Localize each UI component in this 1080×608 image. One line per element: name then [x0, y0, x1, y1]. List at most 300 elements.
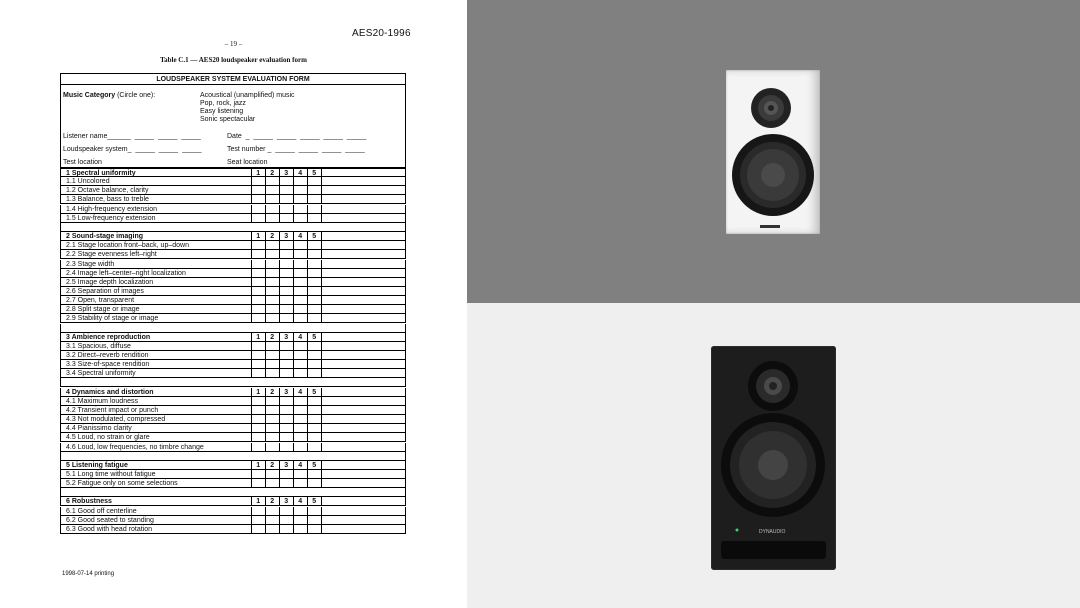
criterion-row: [60, 415, 406, 424]
score-cell: [321, 305, 322, 314]
score-cell[interactable]: [279, 287, 293, 296]
score-cell[interactable]: [265, 342, 279, 351]
criterion-label: 4.5 Loud, no strain or glare: [66, 434, 150, 442]
score-cell[interactable]: [307, 241, 321, 250]
score-cell[interactable]: [251, 250, 265, 259]
score-cell[interactable]: [279, 186, 293, 195]
score-cell[interactable]: [279, 443, 293, 452]
score-cell[interactable]: [265, 241, 279, 250]
white-speaker-image: [726, 70, 820, 234]
score-header: 5: [307, 232, 321, 241]
score-cell[interactable]: [265, 479, 279, 488]
criterion-label: 5.2 Fatigue only on some selections: [66, 480, 178, 488]
score-cell[interactable]: [265, 205, 279, 214]
score-cell: [321, 333, 322, 342]
score-cell[interactable]: [279, 424, 293, 433]
score-cell: [321, 461, 322, 470]
score-cell: [321, 287, 322, 296]
score-cell[interactable]: [265, 433, 279, 442]
score-cell[interactable]: [293, 424, 307, 433]
score-cell[interactable]: [279, 525, 293, 534]
score-cell[interactable]: [279, 351, 293, 360]
criterion-label: 1.3 Balance, bass to treble: [66, 196, 149, 204]
score-cell[interactable]: [293, 269, 307, 278]
criterion-label: 2.8 Split stage or image: [66, 306, 140, 314]
score-cell[interactable]: [279, 470, 293, 479]
score-cell[interactable]: [293, 342, 307, 351]
score-cell[interactable]: [307, 296, 321, 305]
score-cell: [321, 314, 322, 323]
score-header: 4: [293, 169, 307, 178]
score-cell: [321, 406, 322, 415]
score-cell[interactable]: [293, 360, 307, 369]
score-cell: [321, 443, 322, 452]
score-cell[interactable]: [293, 479, 307, 488]
criterion-label: 3.3 Size-of-space rendition: [66, 361, 150, 369]
score-header: 1: [251, 388, 265, 397]
score-cell[interactable]: [251, 305, 265, 314]
score-cell[interactable]: [293, 397, 307, 406]
score-cell[interactable]: [265, 525, 279, 534]
score-cell[interactable]: [251, 342, 265, 351]
score-cell: [321, 177, 322, 186]
score-cell[interactable]: [293, 186, 307, 195]
score-cell[interactable]: [265, 415, 279, 424]
section-header-row: [60, 232, 406, 241]
score-header: 2: [265, 169, 279, 178]
score-cell[interactable]: [251, 260, 265, 269]
score-cell[interactable]: [265, 360, 279, 369]
score-cell[interactable]: [307, 351, 321, 360]
criterion-label: 4.1 Maximum loudness: [66, 397, 138, 405]
score-header: 1: [251, 461, 265, 470]
criterion-row: [60, 516, 406, 525]
criterion-label: 4.4 Pianissimo clarity: [66, 425, 132, 433]
score-cell[interactable]: [251, 360, 265, 369]
section-title: 6 Robustness: [66, 498, 112, 506]
score-header: 5: [307, 497, 321, 506]
score-cell[interactable]: [279, 195, 293, 204]
spacer-row: [60, 452, 406, 461]
score-cell: [321, 205, 322, 214]
criterion-label: 3.1 Spacious, diffuse: [66, 342, 131, 350]
score-cell[interactable]: [265, 424, 279, 433]
score-cell[interactable]: [251, 241, 265, 250]
score-cell[interactable]: [307, 516, 321, 525]
score-cell[interactable]: [293, 278, 307, 287]
criterion-row: [60, 369, 406, 378]
print-date: 1998-07-14 printing: [62, 571, 115, 577]
section-title: 4 Dynamics and distortion: [66, 388, 154, 396]
score-cell[interactable]: [307, 525, 321, 534]
score-cell[interactable]: [279, 415, 293, 424]
test-location-field[interactable]: Test location: [63, 159, 102, 166]
criterion-row: [60, 177, 406, 186]
criterion-row: [60, 397, 406, 406]
score-cell[interactable]: [307, 287, 321, 296]
score-cell[interactable]: [307, 278, 321, 287]
score-cell[interactable]: [251, 525, 265, 534]
score-cell[interactable]: [293, 305, 307, 314]
criterion-row: [60, 424, 406, 433]
section-title: 2 Sound-stage imaging: [66, 233, 144, 241]
score-cell: [321, 424, 322, 433]
score-header: 1: [251, 169, 265, 178]
score-cell: [321, 342, 322, 351]
criterion-row: [60, 406, 406, 415]
score-cell[interactable]: [251, 287, 265, 296]
score-cell[interactable]: [265, 443, 279, 452]
score-cell[interactable]: [265, 214, 279, 223]
score-cell[interactable]: [293, 241, 307, 250]
score-cell[interactable]: [307, 186, 321, 195]
score-cell[interactable]: [279, 479, 293, 488]
score-cell[interactable]: [265, 250, 279, 259]
score-cell[interactable]: [293, 406, 307, 415]
score-cell[interactable]: [307, 443, 321, 452]
score-cell[interactable]: [307, 205, 321, 214]
score-header: 5: [307, 461, 321, 470]
criterion-label: 2.9 Stability of stage or image: [66, 315, 159, 323]
score-cell[interactable]: [279, 205, 293, 214]
criterion-row: [60, 351, 406, 360]
music-option[interactable]: Easy listening: [200, 108, 244, 115]
score-cell[interactable]: [279, 177, 293, 186]
music-option[interactable]: Acoustical (unamplified) music: [200, 92, 295, 99]
criterion-label: 1.4 High-frequency extension: [66, 205, 158, 213]
score-header: 4: [293, 333, 307, 342]
score-cell[interactable]: [251, 406, 265, 415]
evaluation-form-document: [0, 0, 467, 608]
score-cell: [321, 214, 322, 223]
criterion-label: 3.2 Direct–reverb rendition: [66, 352, 149, 359]
section-header-row: [60, 168, 406, 177]
criterion-row: [60, 278, 406, 287]
score-cell[interactable]: [279, 360, 293, 369]
score-cell[interactable]: [307, 250, 321, 259]
score-cell[interactable]: [307, 305, 321, 314]
score-cell[interactable]: [293, 214, 307, 223]
loudspeaker-system-field[interactable]: Loudspeaker system_ _____ _____ _____: [63, 146, 202, 153]
criterion-label: 1.5 Low-frequency extension: [66, 214, 156, 222]
score-cell: [321, 369, 322, 378]
score-cell: [321, 232, 322, 241]
score-cell[interactable]: [307, 177, 321, 186]
brand-label: DYNAUDIO: [759, 529, 786, 535]
score-cell: [321, 241, 322, 250]
score-header: 3: [279, 497, 293, 506]
criterion-label: 4.2 Transient impact or punch: [66, 406, 159, 414]
criterion-row: [60, 287, 406, 296]
criterion-label: 6.1 Good off centerline: [66, 507, 137, 515]
score-cell[interactable]: [293, 250, 307, 259]
score-cell: [321, 479, 322, 488]
criterion-label: 2.4 Image left–center–right localization: [66, 269, 186, 277]
score-cell[interactable]: [293, 177, 307, 186]
score-cell[interactable]: [279, 250, 293, 259]
score-cell[interactable]: [251, 269, 265, 278]
score-cell[interactable]: [279, 214, 293, 223]
spacer-row: [60, 324, 406, 333]
score-cell[interactable]: [307, 360, 321, 369]
score-cell[interactable]: [279, 269, 293, 278]
score-header: 2: [265, 388, 279, 397]
black-speaker-image: [711, 346, 836, 570]
score-header: 5: [307, 169, 321, 178]
listener-name-field[interactable]: Listener name______ _____ _____ _____: [63, 133, 201, 140]
score-cell[interactable]: [307, 507, 321, 516]
score-cell[interactable]: [265, 369, 279, 378]
table-caption: Table C.1 — AES20 loudspeaker evaluation form: [160, 56, 307, 64]
score-cell[interactable]: [265, 269, 279, 278]
score-cell[interactable]: [307, 406, 321, 415]
score-header: 3: [279, 232, 293, 241]
score-cell[interactable]: [265, 260, 279, 269]
score-cell[interactable]: [265, 397, 279, 406]
score-cell[interactable]: [307, 342, 321, 351]
document-code: AES20-1996: [352, 28, 411, 39]
spacer-row: [60, 488, 406, 497]
criterion-row: [60, 479, 406, 488]
score-cell[interactable]: [307, 369, 321, 378]
criterion-row: [60, 195, 406, 204]
score-cell[interactable]: [279, 260, 293, 269]
score-cell: [321, 497, 322, 506]
score-cell[interactable]: [279, 433, 293, 442]
score-cell[interactable]: [293, 525, 307, 534]
music-category-label: Music Category (Circle one):: [63, 92, 156, 99]
criterion-row: [60, 470, 406, 479]
score-cell[interactable]: [279, 507, 293, 516]
score-cell[interactable]: [265, 516, 279, 525]
criterion-label: 6.2 Good seated to standing: [66, 516, 154, 524]
score-cell[interactable]: [279, 314, 293, 323]
criterion-row: [60, 214, 406, 223]
score-cell[interactable]: [293, 369, 307, 378]
score-cell[interactable]: [251, 433, 265, 442]
score-cell[interactable]: [265, 177, 279, 186]
score-cell[interactable]: [251, 424, 265, 433]
music-option[interactable]: Pop, rock, jazz: [200, 100, 246, 107]
criterion-label: 6.3 Good with head rotation: [66, 525, 153, 533]
score-cell[interactable]: [293, 443, 307, 452]
section-header-row: [60, 461, 406, 470]
score-cell[interactable]: [307, 415, 321, 424]
criterion-label: 2.1 Stage location front–back, up–down: [66, 242, 189, 250]
score-cell: [321, 351, 322, 360]
criterion-row: [60, 260, 406, 269]
score-cell: [321, 278, 322, 287]
test-number-field[interactable]: Test number _ _____ _____ _____ _____: [227, 146, 365, 153]
criterion-row: [60, 205, 406, 214]
score-cell[interactable]: [307, 433, 321, 442]
score-cell[interactable]: [279, 241, 293, 250]
score-cell: [321, 360, 322, 369]
score-cell[interactable]: [293, 470, 307, 479]
score-cell[interactable]: [251, 369, 265, 378]
criterion-label: 2.6 Separation of images: [66, 287, 144, 295]
score-header: 3: [279, 333, 293, 342]
section-header-row: [60, 388, 406, 397]
criterion-label: 2.3 Stage width: [66, 260, 115, 268]
criterion-label: 3.4 Spectral uniformity: [66, 370, 136, 378]
score-cell: [321, 516, 322, 525]
score-cell[interactable]: [293, 260, 307, 269]
criterion-row: [60, 269, 406, 278]
score-header: 2: [265, 333, 279, 342]
criterion-row: [60, 241, 406, 250]
score-cell: [321, 470, 322, 479]
score-header: 4: [293, 232, 307, 241]
score-header: 4: [293, 388, 307, 397]
form-header-box: [60, 73, 406, 168]
score-cell[interactable]: [265, 186, 279, 195]
score-cell[interactable]: [265, 507, 279, 516]
criterion-row: [60, 360, 406, 369]
score-cell[interactable]: [307, 214, 321, 223]
score-cell[interactable]: [307, 269, 321, 278]
criterion-label: 2.5 Image depth localization: [66, 278, 154, 286]
music-option[interactable]: Sonic spectacular: [200, 116, 256, 123]
score-cell[interactable]: [307, 470, 321, 479]
score-cell[interactable]: [293, 516, 307, 525]
score-cell: [321, 195, 322, 204]
criterion-row: [60, 443, 406, 452]
score-cell[interactable]: [279, 296, 293, 305]
score-header: 1: [251, 333, 265, 342]
score-cell[interactable]: [293, 433, 307, 442]
criterion-row: [60, 314, 406, 323]
criterion-label: 4.6 Loud, low frequencies, no timbre change: [66, 443, 204, 451]
score-cell[interactable]: [251, 351, 265, 360]
score-cell[interactable]: [279, 342, 293, 351]
score-cell[interactable]: [251, 205, 265, 214]
score-cell[interactable]: [265, 296, 279, 305]
criterion-label: 1.2 Octave balance, clarity: [66, 187, 149, 195]
score-header: 2: [265, 497, 279, 506]
score-cell[interactable]: [251, 443, 265, 452]
score-cell[interactable]: [251, 186, 265, 195]
criterion-row: [60, 525, 406, 534]
score-cell[interactable]: [293, 314, 307, 323]
score-cell[interactable]: [307, 397, 321, 406]
score-cell: [321, 415, 322, 424]
score-cell[interactable]: [293, 415, 307, 424]
section-title: 5 Listening fatigue: [66, 461, 128, 469]
speaker-illustration: [726, 70, 820, 234]
section-header-row: [60, 333, 406, 342]
spacer-row: [60, 378, 406, 387]
score-cell: [321, 397, 322, 406]
score-cell[interactable]: [293, 507, 307, 516]
score-cell[interactable]: [251, 195, 265, 204]
score-header: 4: [293, 497, 307, 506]
criterion-label: 2.2 Stage evenness left–right: [66, 251, 157, 259]
evaluation-table: [60, 168, 406, 536]
score-cell: [321, 525, 322, 534]
seat-location-field[interactable]: Seat location: [227, 159, 268, 166]
score-cell[interactable]: [279, 278, 293, 287]
score-cell[interactable]: [251, 214, 265, 223]
score-cell[interactable]: [293, 195, 307, 204]
section-header-row: [60, 497, 406, 506]
page-number: – 19 –: [224, 40, 243, 48]
score-cell[interactable]: [251, 516, 265, 525]
score-cell: [321, 296, 322, 305]
score-header: 3: [279, 169, 293, 178]
score-cell[interactable]: [265, 406, 279, 415]
criterion-row: [60, 342, 406, 351]
score-cell[interactable]: [251, 507, 265, 516]
score-cell[interactable]: [293, 296, 307, 305]
score-cell[interactable]: [251, 177, 265, 186]
score-header: 3: [279, 461, 293, 470]
score-cell[interactable]: [307, 314, 321, 323]
score-header: 1: [251, 497, 265, 506]
score-cell: [321, 250, 322, 259]
score-cell[interactable]: [307, 479, 321, 488]
score-header: 2: [265, 461, 279, 470]
score-cell[interactable]: [307, 260, 321, 269]
score-cell[interactable]: [251, 278, 265, 287]
score-cell[interactable]: [293, 205, 307, 214]
score-cell[interactable]: [279, 516, 293, 525]
criterion-row: [60, 186, 406, 195]
score-cell[interactable]: [265, 470, 279, 479]
score-cell[interactable]: [307, 424, 321, 433]
criterion-row: [60, 296, 406, 305]
score-cell: [321, 507, 322, 516]
speaker-illustration: [711, 346, 836, 570]
section-title: 1 Spectral uniformity: [66, 170, 136, 177]
score-cell: [321, 269, 322, 278]
score-header: 2: [265, 232, 279, 241]
score-cell[interactable]: [265, 195, 279, 204]
score-cell[interactable]: [293, 351, 307, 360]
score-cell[interactable]: [251, 479, 265, 488]
score-cell[interactable]: [251, 397, 265, 406]
form-title: LOUDSPEAKER SYSTEM EVALUATION FORM: [156, 76, 310, 83]
score-cell[interactable]: [265, 314, 279, 323]
criterion-row: [60, 433, 406, 442]
score-header: 3: [279, 388, 293, 397]
score-cell[interactable]: [265, 351, 279, 360]
score-cell[interactable]: [251, 415, 265, 424]
score-cell[interactable]: [279, 369, 293, 378]
date-field[interactable]: Date _ _____ _____ _____ _____ _____: [227, 133, 367, 140]
criterion-row: [60, 250, 406, 259]
score-cell: [321, 388, 322, 397]
score-header: 1: [251, 232, 265, 241]
criterion-label: 4.3 Not modulated, compressed: [66, 416, 166, 424]
score-cell[interactable]: [265, 278, 279, 287]
score-header: 5: [307, 333, 321, 342]
score-cell[interactable]: [251, 296, 265, 305]
score-cell[interactable]: [265, 287, 279, 296]
criterion-label: 5.1 Long time without fatigue: [66, 470, 156, 478]
score-cell[interactable]: [251, 470, 265, 479]
section-title: 3 Ambience reproduction: [66, 333, 151, 341]
score-cell[interactable]: [279, 397, 293, 406]
score-cell[interactable]: [307, 195, 321, 204]
score-cell[interactable]: [265, 305, 279, 314]
score-cell[interactable]: [293, 287, 307, 296]
score-cell[interactable]: [279, 305, 293, 314]
score-cell[interactable]: [279, 406, 293, 415]
score-cell[interactable]: [251, 314, 265, 323]
criterion-row: [60, 507, 406, 516]
criterion-row: [60, 305, 406, 314]
